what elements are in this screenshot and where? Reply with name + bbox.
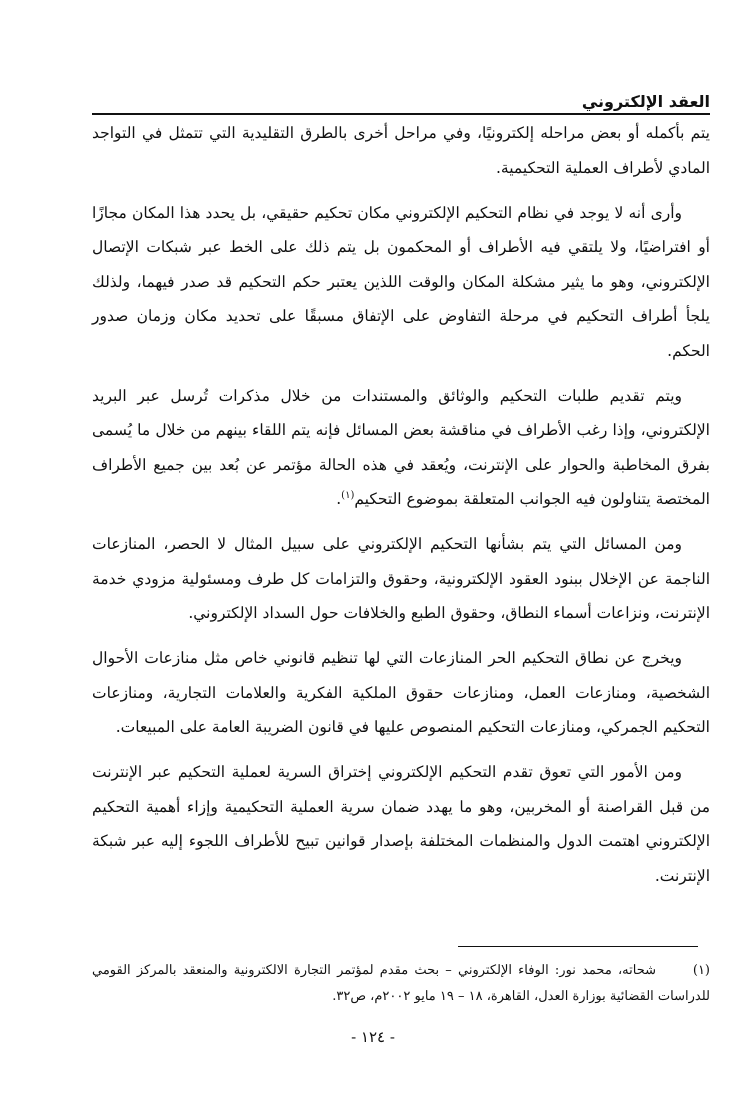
paragraph-1: يتم بأكمله أو بعض مراحله إلكترونيًا، وفي مراحل أخرى بالطرق التقليدية التي تتمثل في التواجد المادي لأطراف العملية التحكيمية. bbox=[92, 124, 710, 177]
paragraph-4: ومن المسائل التي يتم بشأنها التحكيم الإلكتروني على سبيل المثال لا الحصر، المنازعات الناجمة عن الإخلال ببنود العقود الإلكترونية، وحقوق والتزامات كل طرف ومسئولية مزودي خدمة الإنترنت، ونزاعات أسماء النطاق، وحقوق الطبع والخلافات حول السداد الإلكتروني. bbox=[92, 535, 710, 622]
footnote-text: شحاته، محمد نور: الوفاء الإلكتروني – بحث مقدم لمؤتمر التجارة الالكترونية والمنعقد بالمركز القومي للدراسات القضائية بوزارة العدل، القاهرة، ١٨ – ١٩ مايو ٢٠٠٢م، ص٣٢. bbox=[92, 963, 710, 1004]
body-text bbox=[92, 116, 710, 904]
paragraph-2: وأرى أنه لا يوجد في نظام التحكيم الإلكتروني مكان تحكيم حقيقي، بل يحدد هذا المكان مجازًا أو افتراضيًا، ولا يلتقي فيه الأطراف أو المحكمون بل يتم ذلك على الخط عبر شبكات الإتصال الإلكتروني، وهو ما يثير مشكلة المكان والوقت اللذين يعتبر حكم التحكيم قد صدر فيهما، ولذلك يلجأ أطراف التحكيم في مرحلة التفاوض على الإتفاق مسبقًا على تحديد مكان وزمان صدور الحكم. bbox=[92, 203, 710, 360]
footnote-marker: (١) bbox=[692, 963, 710, 978]
footnote-reference[interactable]: (١) bbox=[341, 489, 355, 501]
paragraph-5: ويخرج عن نطاق التحكيم الحر المنازعات التي لها تنظيم قانوني خاص مثل منازعات الأحوال الشخصية، ومنازعات العمل، ومنازعات حقوق الملكية الفكرية والعلامات التجارية، ومنازعات التحكيم الجمركي، ومنازعات التحكيم المنصوص عليها في قانون الضريبة العامة على المبيعات. bbox=[92, 649, 710, 736]
header-rule bbox=[92, 113, 710, 115]
running-header: العقد الإلكتروني bbox=[581, 92, 710, 111]
paragraph-3-text: ويتم تقديم طلبات التحكيم والوثائق والمستندات من خلال مذكرات تُرسل عبر البريد الإلكتروني، وإذا رغب الأطراف في مناقشة بعض المسائل فإنه يتم اللقاء بينهم من خلال ما يُسمى بفرق المخاطبة والحوار على الإنترنت، ويُعقد في هذه الحالة مؤتمر عن بُعد بين جميع الأطراف المختصة يتناولون فيه الجوانب المتعلقة بموضوع التحكيم bbox=[92, 386, 710, 508]
paragraph-3 bbox=[92, 379, 710, 517]
paragraph-6: ومن الأمور التي تعوق تقدم التحكيم الإلكتروني إختراق السرية لعملية التحكيم عبر الإنترنت من قبل القراصنة أو المخربين، وهو ما يهدد ضمان سرية العملية التحكيمية وإزاء أهمية التحكيم الإلكتروني اهتمت الدول والمنظمات المختلفة بإصدار قوانين تبيح للأطراف اللجوء إليه عبر شبكة الإنترنت. bbox=[92, 763, 710, 885]
footnote-rule bbox=[458, 946, 698, 947]
page-number: - ١٢٤ - bbox=[351, 1028, 395, 1046]
footnote bbox=[92, 958, 710, 1010]
paragraph-3-end: . bbox=[336, 490, 342, 508]
